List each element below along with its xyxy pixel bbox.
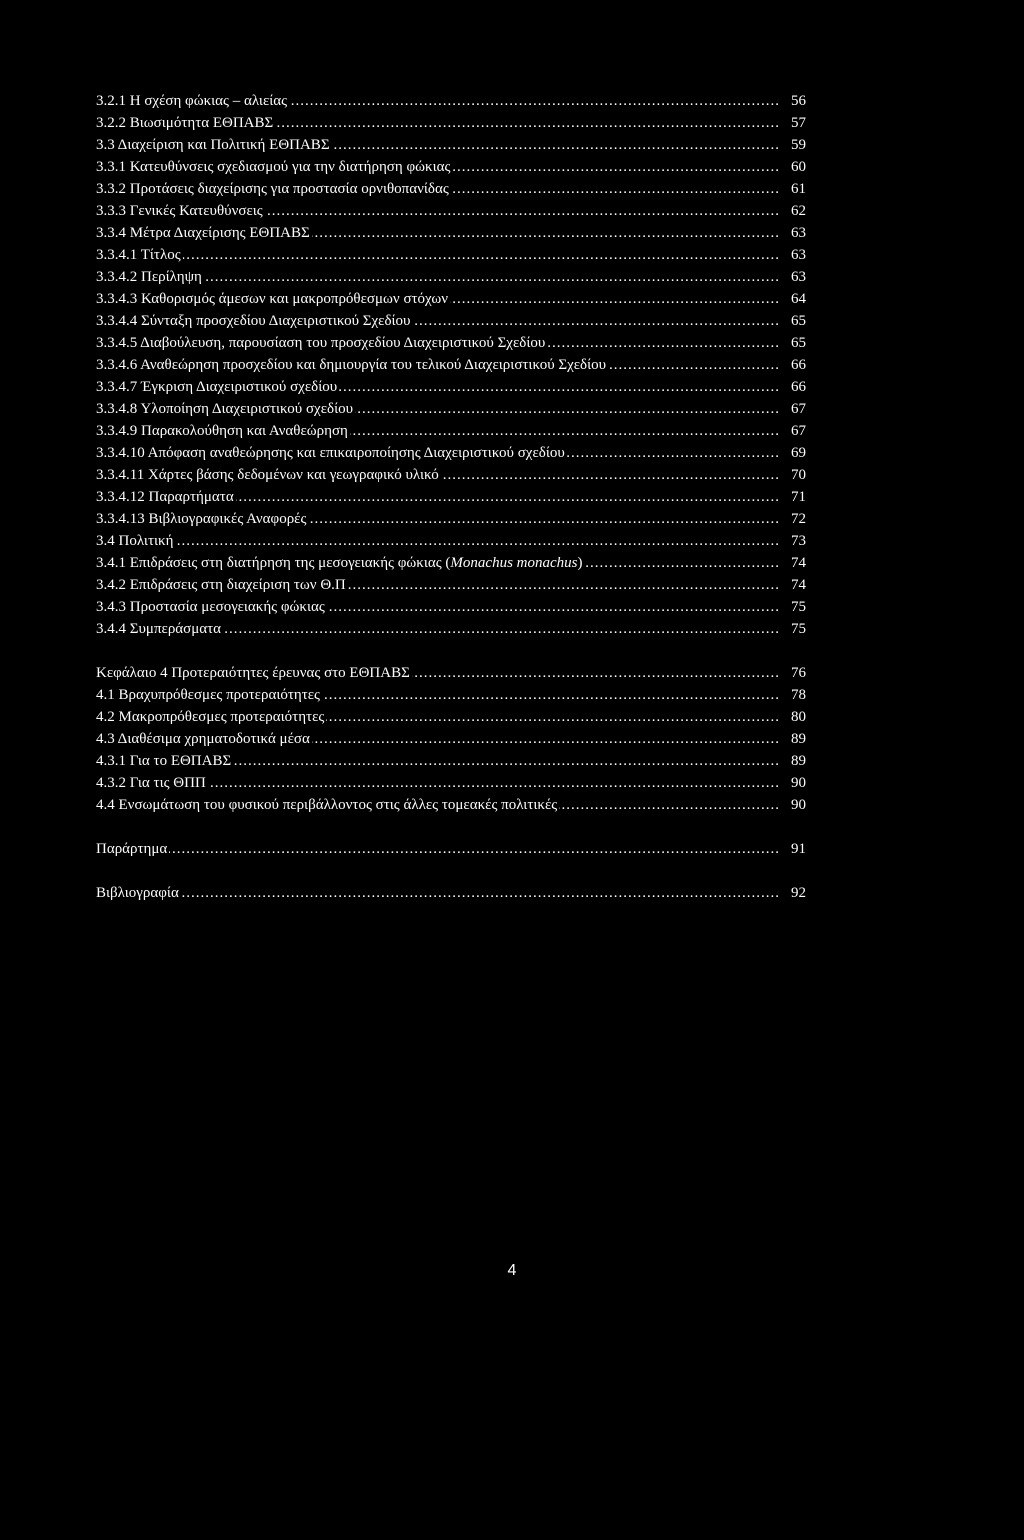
toc-entry	[96, 684, 806, 706]
toc-entry	[96, 486, 806, 508]
toc-entry-label: 3.4 Πολιτική	[96, 533, 174, 549]
toc-entry-label: 3.3.1 Κατευθύνσεις σχεδιασμού για την διατήρηση φώκιας	[96, 159, 451, 175]
toc-entry-page: 63	[791, 269, 806, 285]
toc-entry	[96, 794, 806, 816]
toc-entry-label: 3.3.4.1 Τίτλος	[96, 247, 181, 263]
toc-entry-bibliography	[96, 882, 806, 904]
toc-entry-label: 3.3.4.3 Καθορισμός άμεσων και μακροπρόθεσμων στόχων	[96, 291, 449, 307]
toc-entry-label: 3.3.4.12 Παραρτήματα	[96, 489, 234, 505]
toc-entry	[96, 310, 806, 332]
toc-entry-label: 3.2.2 Βιωσιμότητα ΕΘΠΑΒΣ	[96, 115, 274, 131]
toc-entry-label: 4.2 Μακροπρόθεσμες προτεραιότητες	[96, 709, 325, 725]
toc-entry-label: 3.3.4.11 Χάρτες βάσης δεδομένων και γεωγραφικό υλικό	[96, 467, 439, 483]
leader-dots	[96, 838, 778, 860]
toc-entry	[96, 156, 806, 178]
toc-entry-page: 75	[791, 599, 806, 615]
toc-entry	[96, 728, 806, 750]
toc-entry-label: 3.3.4.4 Σύνταξη προσχεδίου Διαχειριστικού Σχεδίου	[96, 313, 411, 329]
toc-entry	[96, 574, 806, 596]
toc-entry-label: 3.4.3 Προστασία μεσογειακής φώκιας	[96, 599, 325, 615]
toc-entry-page: 92	[791, 885, 806, 901]
toc-entry-page: 63	[791, 225, 806, 241]
toc-entry-label: 3.4.2 Επιδράσεις στη διαχείριση των Θ.Π	[96, 577, 346, 593]
toc-entry-page: 73	[791, 533, 806, 549]
toc-entry-page: 72	[791, 511, 806, 527]
toc-entry	[96, 750, 806, 772]
toc-entry-page: 59	[791, 137, 806, 153]
toc-entry-appendix	[96, 838, 806, 860]
toc-entry	[96, 90, 806, 112]
toc-entry-chapter	[96, 662, 806, 684]
toc-entry-label: 4.3.2 Για τις ΘΠΠ	[96, 775, 206, 791]
toc-entry	[96, 354, 806, 376]
toc-entry	[96, 222, 806, 244]
toc-entry-page: 67	[791, 423, 806, 439]
toc-entry-label: 3.3.4.2 Περίληψη	[96, 269, 202, 285]
toc-entry-page: 65	[791, 313, 806, 329]
toc-entry-label: 3.4.4 Συμπεράσματα	[96, 621, 222, 637]
toc-entry	[96, 618, 806, 640]
toc-entry	[96, 288, 806, 310]
toc-entry-label	[96, 555, 585, 571]
toc-entry-page: 69	[791, 445, 806, 461]
toc-entry-label: 3.3 Διαχείριση και Πολιτική ΕΘΠΑΒΣ	[96, 137, 330, 153]
page-number: 4	[507, 1262, 517, 1279]
toc-entry-label: Κεφάλαιο 4 Προτεραιότητες έρευνας στο ΕΘΠΑΒΣ	[96, 665, 410, 681]
toc-entry	[96, 464, 806, 486]
toc-entry-page: 78	[791, 687, 806, 703]
toc-entry-page: 90	[791, 775, 806, 791]
toc-entry-label: 3.3.4.9 Παρακολούθηση και Αναθεώρηση	[96, 423, 348, 439]
toc-entry	[96, 178, 806, 200]
toc-entry-page: 75	[791, 621, 806, 637]
toc-entry	[96, 200, 806, 222]
toc-entry-page: 63	[791, 247, 806, 263]
toc-entry	[96, 596, 806, 618]
toc-entry-page: 66	[791, 379, 806, 395]
toc-entry	[96, 442, 806, 464]
toc-entry-page: 67	[791, 401, 806, 417]
toc-entry	[96, 266, 806, 288]
toc-entry-label: 3.3.4.8 Υλοποίηση Διαχειριστικού σχεδίου	[96, 401, 354, 417]
toc-entry	[96, 706, 806, 728]
toc-entry	[96, 112, 806, 134]
toc-entry-label: 3.3.2 Προτάσεις διαχείρισης για προστασία ορνιθοπανίδας	[96, 181, 449, 197]
leader-dots	[96, 244, 778, 266]
toc-entry-page: 71	[791, 489, 806, 505]
toc-entry-page: 65	[791, 335, 806, 351]
toc-entry-label: 3.3.4.6 Αναθεώρηση προσχεδίου και δημιουργία του τελικού Διαχειριστικού Σχεδίου	[96, 357, 607, 373]
table-of-contents	[96, 90, 806, 904]
toc-entry-label: 4.3.1 Για το ΕΘΠΑΒΣ	[96, 753, 232, 769]
toc-entry-page: 80	[791, 709, 806, 725]
toc-entry-label: 3.3.4.13 Βιβλιογραφικές Αναφορές	[96, 511, 307, 527]
toc-entry	[96, 398, 806, 420]
toc-entry-label: 4.3 Διαθέσιμα χρηματοδοτικά μέσα	[96, 731, 310, 747]
toc-entry-page: 74	[791, 555, 806, 571]
toc-entry	[96, 508, 806, 530]
toc-entry-page: 70	[791, 467, 806, 483]
toc-entry-page: 74	[791, 577, 806, 593]
toc-entry-page: 89	[791, 731, 806, 747]
species-name: Monachus monachus	[450, 555, 578, 571]
toc-entry-page: 61	[791, 181, 806, 197]
toc-entry-page: 60	[791, 159, 806, 175]
toc-entry	[96, 332, 806, 354]
toc-entry-page: 76	[791, 665, 806, 681]
toc-entry-page: 66	[791, 357, 806, 373]
toc-entry	[96, 134, 806, 156]
toc-entry	[96, 530, 806, 552]
toc-entry	[96, 244, 806, 266]
toc-entry-label: 4.1 Βραχυπρόθεσμες προτεραιότητες	[96, 687, 320, 703]
toc-entry-page: 64	[791, 291, 806, 307]
toc-entry-page: 89	[791, 753, 806, 769]
toc-entry-page: 91	[791, 841, 806, 857]
toc-entry-label: 3.3.4.10 Απόφαση αναθεώρησης και επικαιροποίησης Διαχειριστικού σχεδίου	[96, 445, 565, 461]
toc-entry-label: 4.4 Ενσωμάτωση του φυσικού περιβάλλοντος στις άλλες τομεακές πολιτικές	[96, 797, 558, 813]
leader-dots	[96, 882, 778, 904]
toc-entry-page: 90	[791, 797, 806, 813]
toc-entry	[96, 772, 806, 794]
toc-entry-page: 62	[791, 203, 806, 219]
toc-entry-label: 3.3.4.5 Διαβούλευση, παρουσίαση του προσχεδίου Διαχειριστικού Σχεδίου	[96, 335, 546, 351]
toc-entry	[96, 552, 806, 574]
toc-entry-label: Παράρτημα	[96, 841, 168, 857]
toc-entry-label: 3.2.1 Η σχέση φώκιας – αλιείας	[96, 93, 288, 109]
toc-entry	[96, 376, 806, 398]
toc-entry-page: 57	[791, 115, 806, 131]
toc-entry-label: 3.3.3 Γενικές Κατευθύνσεις	[96, 203, 263, 219]
toc-entry	[96, 420, 806, 442]
toc-entry-page: 56	[791, 93, 806, 109]
leader-dots	[96, 530, 778, 552]
closing-paren: )	[577, 555, 583, 571]
toc-entry-label-text: 3.4.1 Επιδράσεις στη διατήρηση της μεσογειακής φώκιας (	[96, 555, 451, 571]
toc-entry-label: 3.3.4.7 Έγκριση Διαχειριστικού σχεδίου	[96, 379, 338, 395]
toc-entry-label: 3.3.4 Μέτρα Διαχείρισης ΕΘΠΑΒΣ	[96, 225, 310, 241]
toc-entry-label: Βιβλιογραφία	[96, 885, 179, 901]
